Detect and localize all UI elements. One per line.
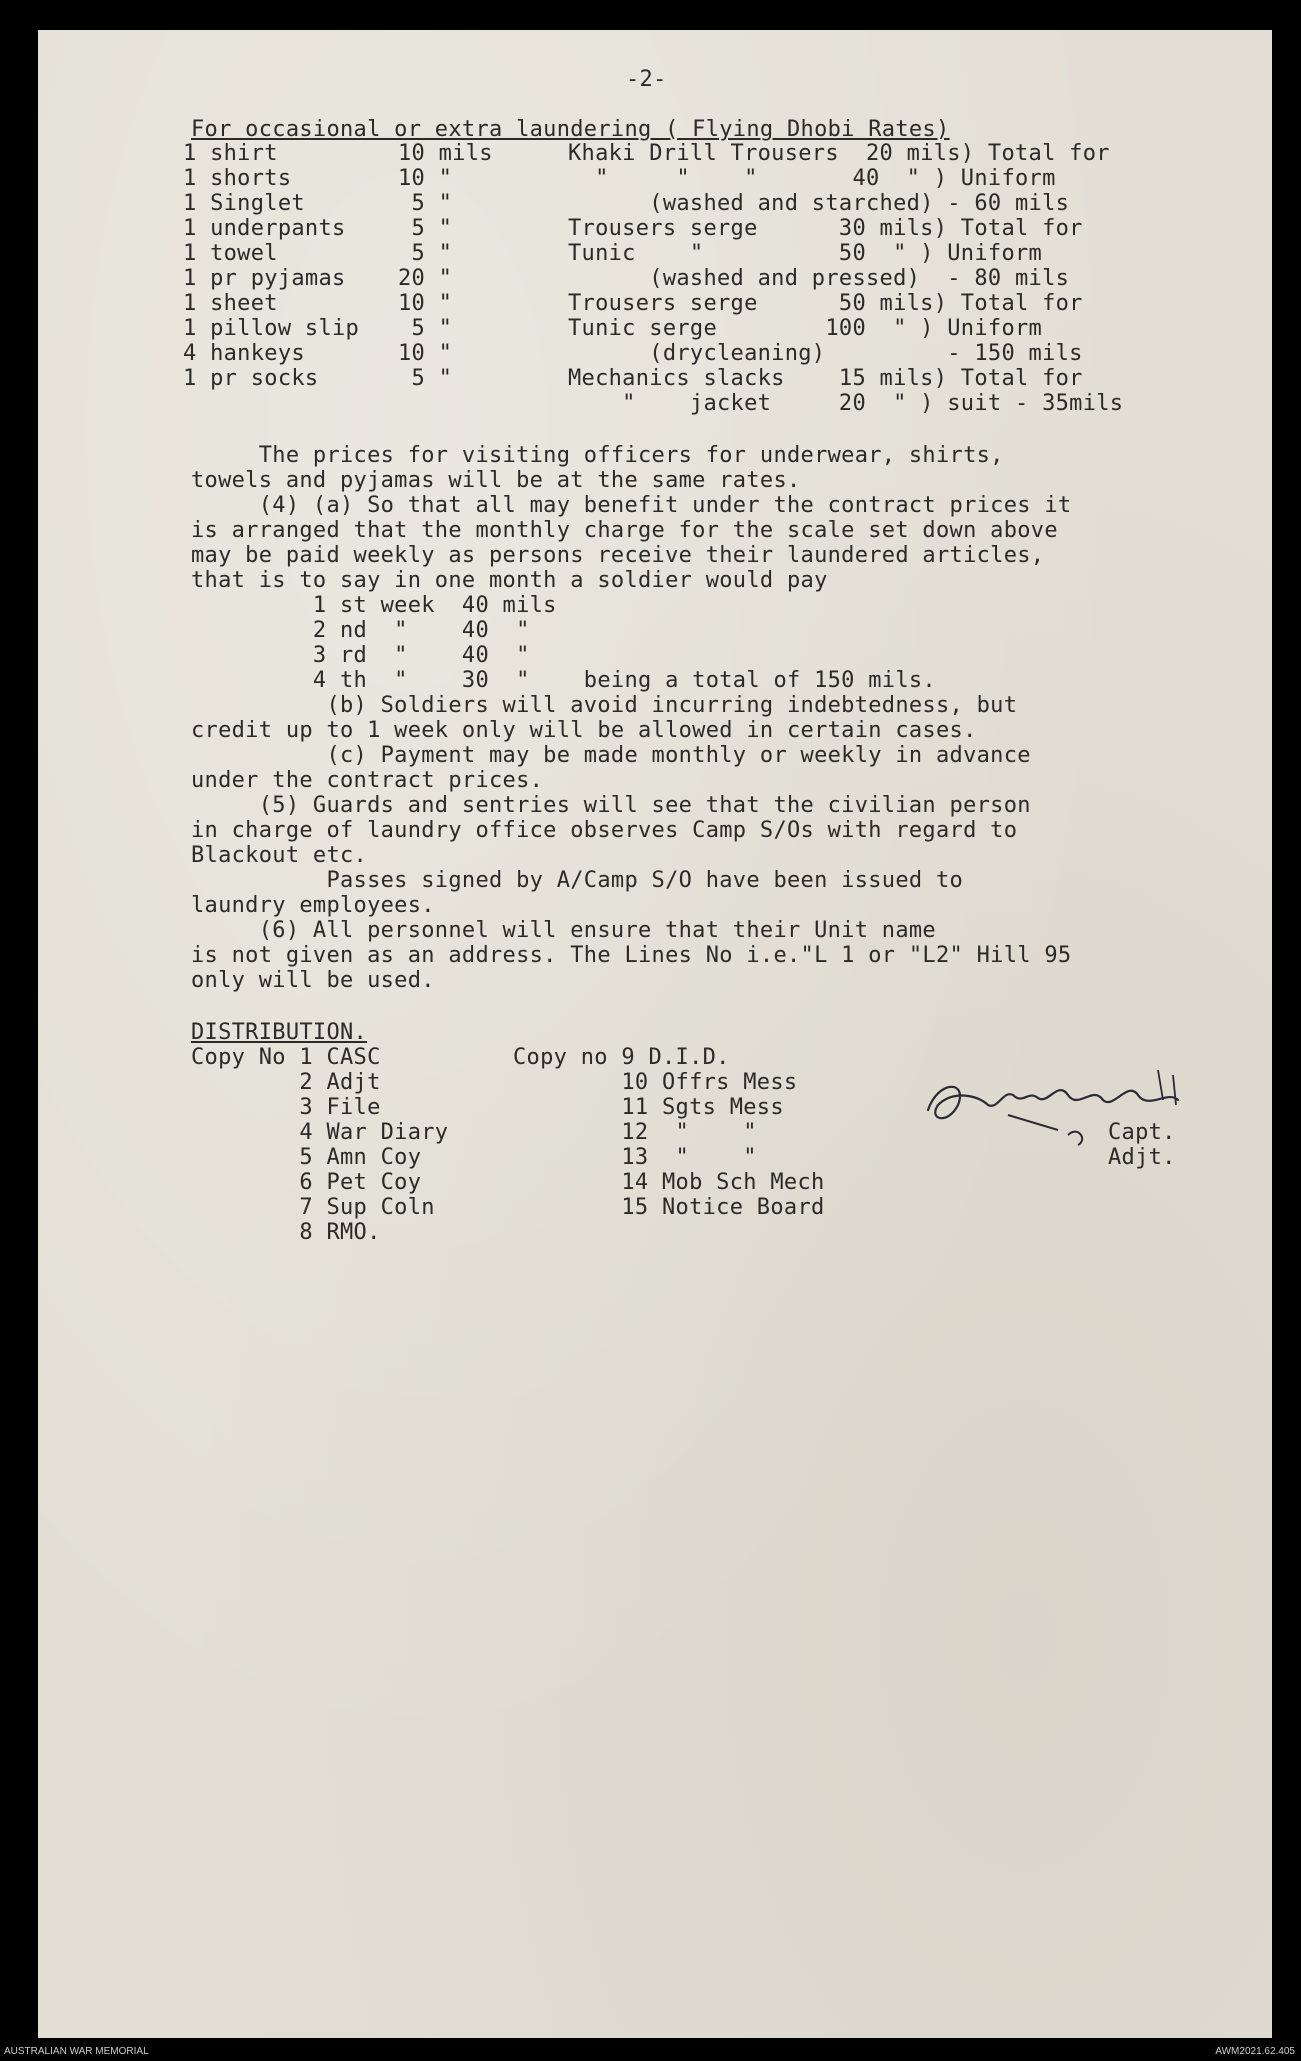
- rate-item: 1 pr socks: [183, 366, 319, 391]
- body-line: in charge of laundry office observes Camp S/Os with regard to: [191, 818, 1018, 843]
- distribution-item: 10 Offrs Mess: [513, 1070, 798, 1095]
- body-line: only will be used.: [191, 968, 435, 993]
- body-line: that is to say in one month a soldier would pay: [191, 568, 828, 593]
- page-number: -2-: [626, 67, 667, 92]
- rate-item: 1 towel: [183, 241, 278, 266]
- body-line: (6) All personnel will ensure that their Unit name: [191, 918, 936, 943]
- uniform-rate-line: Mechanics slacks 15 mils) Total for: [568, 366, 1083, 391]
- rate-qty: 5 ": [398, 241, 453, 266]
- uniform-rate-line: (drycleaning) - 150 mils: [568, 341, 1083, 366]
- rate-item: 1 Singlet: [183, 191, 305, 216]
- body-line: credit up to 1 week only will be allowed in certain cases.: [191, 718, 977, 743]
- body-line: is not given as an address. The Lines No i.e."L 1 or "L2" Hill 95: [191, 943, 1072, 968]
- uniform-rate-line: " jacket 20 " ) suit - 35mils: [568, 391, 1124, 416]
- footer-left: AUSTRALIAN WAR MEMORIAL: [4, 2046, 149, 2057]
- body-line: may be paid weekly as persons receive their laundered articles,: [191, 543, 1045, 568]
- rate-qty: 5 ": [398, 316, 453, 341]
- uniform-rate-line: (washed and starched) - 60 mils: [568, 191, 1070, 216]
- rate-qty: 10 mils: [398, 141, 493, 166]
- rate-item: 4 hankeys: [183, 341, 305, 366]
- rate-item: 1 underpants: [183, 216, 346, 241]
- rate-qty: 10 ": [398, 166, 453, 191]
- signoff-role: Adjt.: [1108, 1145, 1176, 1170]
- body-line: 2 nd " 40 ": [191, 618, 530, 643]
- body-line: under the contract prices.: [191, 768, 544, 793]
- distribution-item: 5 Amn Coy: [191, 1145, 422, 1170]
- rates-heading: For occasional or extra laundering ( Flying Dhobi Rates): [191, 117, 950, 142]
- distribution-item: 11 Sgts Mess: [513, 1095, 784, 1120]
- rate-item: 1 shirt: [183, 141, 278, 166]
- uniform-rate-line: Tunic " 50 " ) Uniform: [568, 241, 1043, 266]
- body-line: 1 st week 40 mils: [191, 593, 557, 618]
- uniform-rate-line: (washed and pressed) - 80 mils: [568, 266, 1070, 291]
- uniform-rate-line: Trousers serge 30 mils) Total for: [568, 216, 1083, 241]
- rate-item: 1 pr pyjamas: [183, 266, 346, 291]
- uniform-rate-line: Trousers serge 50 mils) Total for: [568, 291, 1083, 316]
- uniform-rate-line: Khaki Drill Trousers 20 mils) Total for: [568, 141, 1110, 166]
- rate-item: 1 sheet: [183, 291, 278, 316]
- uniform-rate-line: " " " 40 " ) Uniform: [568, 166, 1056, 191]
- signoff-rank: Capt.: [1108, 1120, 1176, 1145]
- rate-qty: 5 ": [398, 216, 453, 241]
- body-line: laundry employees.: [191, 893, 435, 918]
- rate-qty: 10 ": [398, 341, 453, 366]
- rate-qty: 10 ": [398, 291, 453, 316]
- body-line: (c) Payment may be made monthly or weekly in advance: [191, 743, 1031, 768]
- rate-item: 1 pillow slip: [183, 316, 360, 341]
- distribution-item: 6 Pet Coy: [191, 1170, 422, 1195]
- distribution-item: 15 Notice Board: [513, 1195, 825, 1220]
- body-line: Passes signed by A/Camp S/O have been issued to: [191, 868, 964, 893]
- distribution-item: 2 Adjt: [191, 1070, 381, 1095]
- distribution-item: Copy no 9 D.I.D.: [513, 1045, 730, 1070]
- body-line: Blackout etc.: [191, 843, 368, 868]
- body-line: 4 th " 30 " being a total of 150 mils.: [191, 668, 936, 693]
- distribution-item: 3 File: [191, 1095, 381, 1120]
- rate-qty: 5 ": [398, 191, 453, 216]
- distribution-title: DISTRIBUTION.: [191, 1020, 368, 1045]
- body-line: 3 rd " 40 ": [191, 643, 530, 668]
- body-line: The prices for visiting officers for underwear, shirts,: [191, 443, 1004, 468]
- body-line: (5) Guards and sentries will see that the civilian person: [191, 793, 1031, 818]
- distribution-item: 12 " ": [513, 1120, 757, 1145]
- rate-item: 1 shorts: [183, 166, 292, 191]
- document-page: [38, 30, 1272, 2038]
- distribution-item: 13 " ": [513, 1145, 757, 1170]
- distribution-item: 7 Sup Coln: [191, 1195, 435, 1220]
- body-line: towels and pyjamas will be at the same rates.: [191, 468, 801, 493]
- body-line: (b) Soldiers will avoid incurring indebtedness, but: [191, 693, 1018, 718]
- uniform-rate-line: Tunic serge 100 " ) Uniform: [568, 316, 1043, 341]
- distribution-item: Copy No 1 CASC: [191, 1045, 381, 1070]
- rate-qty: 5 ": [398, 366, 453, 391]
- distribution-item: 8 RMO.: [191, 1220, 381, 1245]
- body-line: is arranged that the monthly charge for the scale set down above: [191, 518, 1058, 543]
- distribution-item: 14 Mob Sch Mech: [513, 1170, 825, 1195]
- distribution-item: 4 War Diary: [191, 1120, 449, 1145]
- footer-right: AWM2021.62.405: [1215, 2046, 1295, 2057]
- rate-qty: 20 ": [398, 266, 453, 291]
- body-line: (4) (a) So that all may benefit under the contract prices it: [191, 493, 1072, 518]
